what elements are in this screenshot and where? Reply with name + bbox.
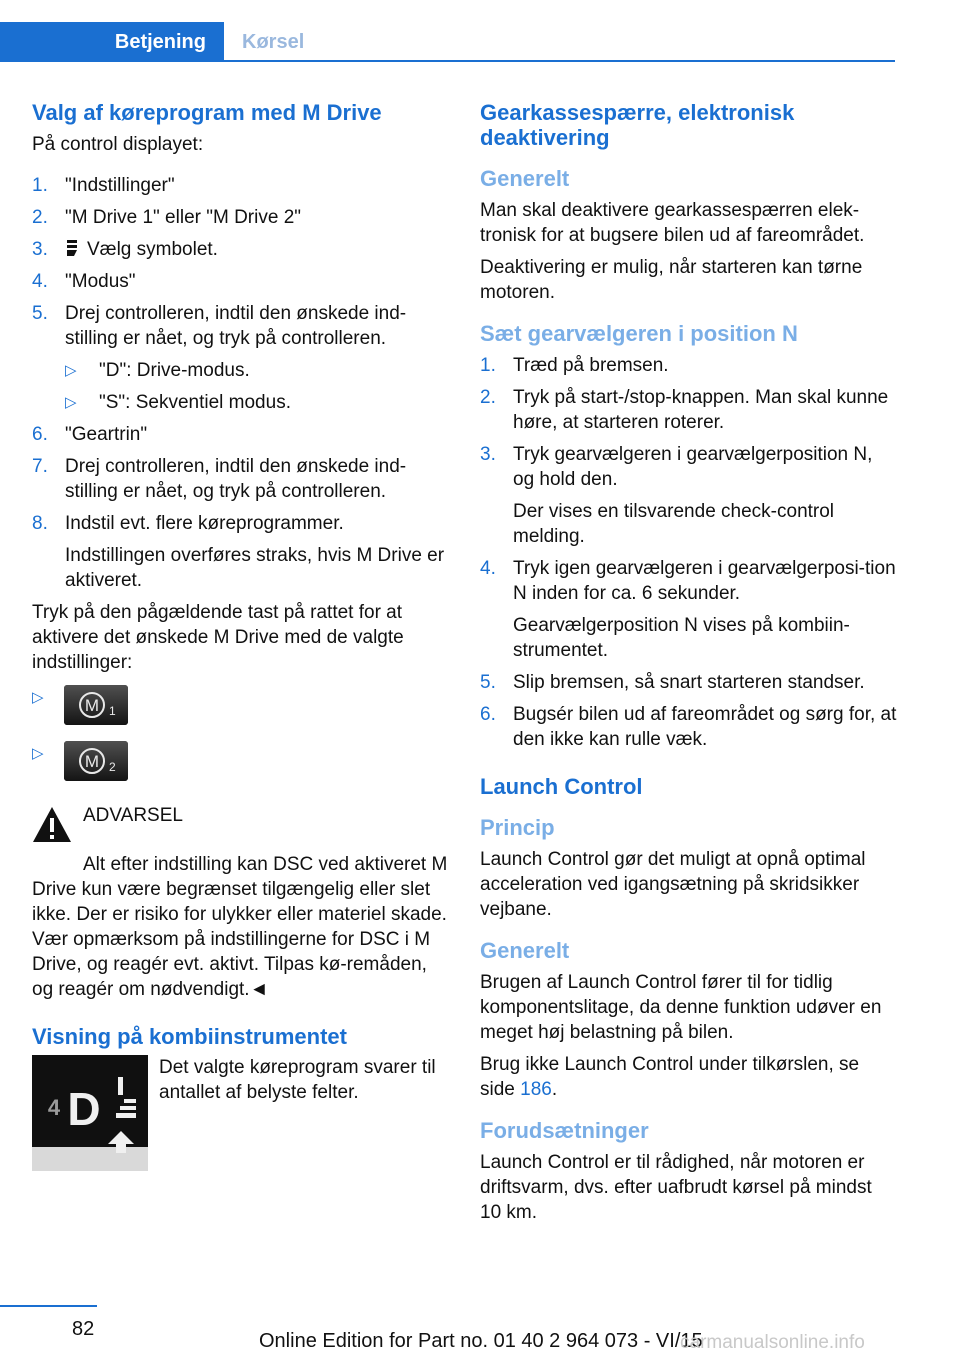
list-item: 4. Tryk igen gearvælgeren i gearvælgerposi-tion N inden for ca. 6 sekunder. Gearvælgerposition N vises på kombiin-strumentet. xyxy=(480,556,898,663)
triangle-bullet-icon: ▷ xyxy=(65,362,77,379)
press-text: Tryk på den pågældende tast på rattet for at aktivere det ønskede M Drive med de valgte indstillinger: xyxy=(32,602,404,673)
right-column xyxy=(480,100,898,1225)
settings-symbol-icon xyxy=(65,239,79,257)
list-item: 3. Tryk gearvælgeren i gearvælgerposition N, og hold den. Der vises en tilsvarende check-control melding. xyxy=(480,442,898,549)
watermark: carmanualsonline.info xyxy=(680,1332,865,1353)
warning-box xyxy=(32,803,450,845)
list-item: 4. "Modus" xyxy=(32,271,136,292)
m-drive-1-button-icon xyxy=(64,685,128,725)
edition-text: Online Edition for Part no. 01 40 2 964 073 - VI/15 xyxy=(259,1330,703,1352)
list-item: 5. Slip bremsen, så snart starteren standser. xyxy=(480,672,865,693)
dash-figure xyxy=(32,1055,450,1171)
step-note: Indstillingen overføres straks, hvis M Drive er aktiveret. xyxy=(65,545,445,591)
list-item: 7. Drej controlleren, indtil den ønskede ind-stilling er nået, og tryk på controlleren. xyxy=(32,456,407,502)
list-item: 2. Tryk på start-/stop-knappen. Man skal kunne høre, at starteren roterer. xyxy=(480,387,889,433)
page-number: 82 xyxy=(72,1318,95,1340)
tab-betjening[interactable]: Betjening xyxy=(0,22,224,62)
list-item: 1. "Indstillinger" xyxy=(32,175,175,196)
header-bar xyxy=(0,22,895,62)
subheading-princip: Princip xyxy=(480,815,555,840)
section-title-launch-control: Launch Control xyxy=(480,774,643,799)
section-title-m-drive: Valg af køreprogram med M Drive xyxy=(32,100,382,125)
subheading-saet-gearvaelgeren: Sæt gearvælgeren i position N xyxy=(480,321,798,346)
dashboard-display-image xyxy=(32,1055,148,1171)
paragraph: Brugen af Launch Control fører til for tidlig komponentslitage, da denne funktion udøver en meget høj belastning på bilen. xyxy=(480,972,882,1043)
sub-item: ▷ "S": Sekventiel modus. xyxy=(65,392,291,413)
svg-text:M: M xyxy=(84,752,100,771)
svg-text:2: 2 xyxy=(109,760,116,774)
list-item: 5. Drej controlleren, indtil den ønskede ind-stilling er nået, og tryk på controlleren. ▷ "D": Drive-modus. ▷ "S": Sekventiel modus. xyxy=(32,301,450,415)
m-drive-2-button-icon xyxy=(64,741,128,781)
paragraph: Deaktivering er mulig, når starteren kan tørne motoren. xyxy=(480,257,863,303)
subheading-generelt: Generelt xyxy=(480,938,570,963)
visning-text: Det valgte køreprogram svarer til antallet af belyste felter. xyxy=(159,1057,436,1103)
paragraph: Brug ikke Launch Control under tilkørslen, se side 186. xyxy=(480,1054,860,1100)
svg-text:1: 1 xyxy=(109,704,116,718)
list-item: 3. Vælg symbolet. xyxy=(32,239,218,260)
list-item: 1. Træd på bremsen. xyxy=(480,355,669,376)
m-drive-2-row xyxy=(32,741,450,781)
svg-text:4: 4 xyxy=(47,1095,61,1120)
paragraph: Launch Control gør det muligt at opnå optimal acceleration ved igangsætning på skridsikker vejbane. xyxy=(480,849,866,920)
paragraph: Man skal deaktivere gearkassespærren elek-tronisk for at bugsere bilen ud af fareområdet. xyxy=(480,200,865,246)
triangle-bullet-icon: ▷ xyxy=(32,745,44,762)
list-item: 2. "M Drive 1" eller "M Drive 2" xyxy=(32,207,302,228)
svg-text:M: M xyxy=(84,696,100,715)
footer-rule xyxy=(0,1305,97,1307)
section-title-gearkasse: Gearkassespærre, elektronisk deaktivering xyxy=(480,100,795,150)
list-item: 6. "Geartrin" xyxy=(32,424,148,445)
warning-triangle-icon xyxy=(32,805,72,845)
step-note: Gearvælgerposition N vises på kombiin-strumentet. xyxy=(513,615,850,661)
triangle-bullet-icon: ▷ xyxy=(65,394,77,411)
triangle-bullet-icon: ▷ xyxy=(32,689,44,706)
m-drive-1-row xyxy=(32,685,450,725)
step-note: Der vises en tilsvarende check-control melding. xyxy=(513,501,835,547)
sub-item: ▷ "D": Drive-modus. xyxy=(65,360,250,381)
page-link[interactable]: 186 xyxy=(520,1079,552,1100)
m-drive-steps xyxy=(32,173,450,593)
list-item: 6. Bugsér bilen ud af fareområdet og sørg for, at den ikke kan rulle væk. xyxy=(480,704,897,750)
section-title-visning: Visning på kombiinstrumentet xyxy=(32,1024,347,1049)
intro-text: På control displayet: xyxy=(32,134,204,155)
paragraph: Launch Control er til rådighed, når motoren er driftsvarm, dvs. efter uafbrudt kørsel på mindst 10 km. xyxy=(480,1152,872,1223)
tab-korsel[interactable]: Kørsel xyxy=(242,31,305,53)
svg-text:D: D xyxy=(67,1083,101,1135)
gear-steps xyxy=(480,353,898,752)
warning-title: ADVARSEL xyxy=(83,805,183,826)
subheading-forudsaetninger: Forudsætninger xyxy=(480,1118,649,1143)
list-item: 8. Indstil evt. flere køreprogrammer. Indstillingen overføres straks, hvis M Drive er aktiveret. xyxy=(32,511,450,593)
left-column xyxy=(32,100,450,1171)
subheading-generelt: Generelt xyxy=(480,166,570,191)
warning-text: Alt efter indstilling kan DSC ved aktiveret M Drive kun være begrænset tilgængelig eller slet ikke. Der er risiko for ulykker eller materiel skade. Vær opmærksom på indstillingerne for DSC i M Drive, og reagér evt. aktivt. Tilpas kø-remåden, og reagér om nødvendigt.◄ xyxy=(32,854,448,1000)
